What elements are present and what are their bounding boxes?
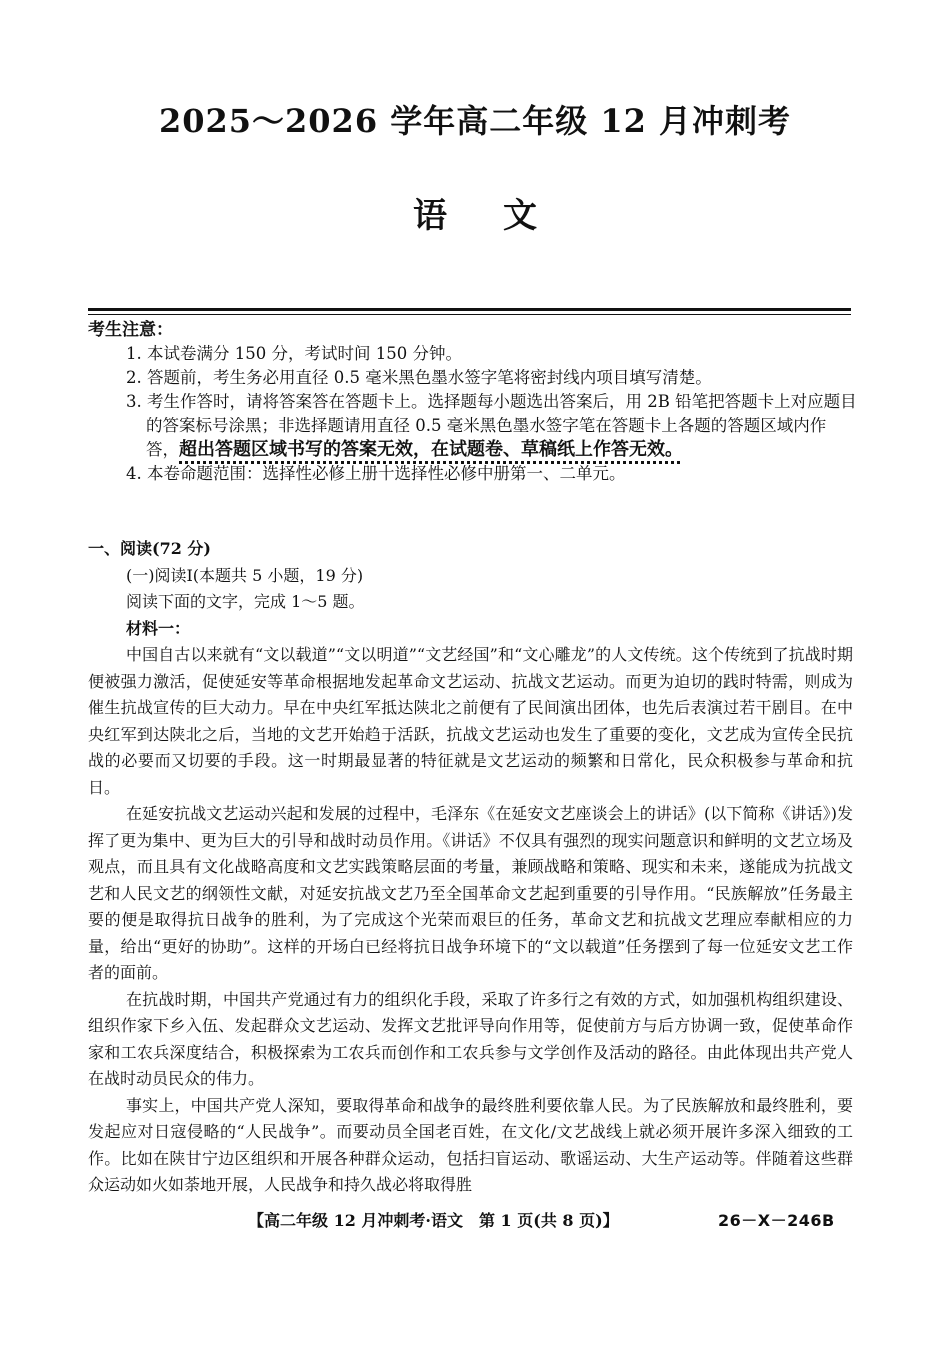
notice-heading: 考生注意：: [88, 320, 173, 340]
material-label: 材料一：: [126, 618, 191, 638]
material-paragraph-4: 事实上，中国共产党人深知，要取得革命和战争的最终胜利要依靠人民。为了民族解放和最终胜利，要发起应对日寇侵略的“人民战争”。而要动员全国老百姓，在文化/文艺战线上就必须开展许多深入细致的工作。比如在陕甘宁边区组织和开展各种群众运动，包括扫盲运动、歌谣运动、大生产运动等。伴随着这些群众运动如火如荼地开展，人民战争和持久战必将取得胜: [88, 1095, 853, 1194]
footer-page-info: 【高二年级 12 月冲刺考·语文 第 1 页(共 8 页)】: [248, 1211, 619, 1230]
notice-item-3-emphasis: 超出答题区域书写的答案无效，在试题卷、草稿纸上作答无效。: [179, 439, 683, 460]
reading-section: [88, 536, 853, 1199]
exam-title: 2025～2026 学年高二年级 12 月冲刺考: [158, 102, 792, 140]
notice-item-1: 1. 本试卷满分 150 分，考试时间 150 分钟。: [126, 344, 462, 363]
material-paragraph-2: 在延安抗战文艺运动兴起和发展的过程中，毛泽东《在延安文艺座谈会上的讲话》(以下简称《讲话》)发挥了更为集中、更为巨大的引导和战时动员作用。《讲话》不仅具有强烈的现实问题意识和鲜明的文艺立场及观点，而且具有文化战略高度和文艺实践策略层面的考量，兼顾战略和策略、现实和未来，遂能成为抗战文艺和人民文艺的纲领性文献，对延安抗战文艺乃至全国革命文艺起到重要的引导作用。“民族解放”任务最主要的便是取得抗日战争的胜利，为了完成这个光荣而艰巨的任务，革命文艺和抗战文艺理应奉献相应的力量，给出“更好的协助”。这样的开场白已经将抗日战争环境下的“文以载道”任务摆到了每一位延安文艺工作者的面前。: [88, 804, 853, 982]
subsection-heading: (一)阅读Ⅰ(本题共 5 小题，19 分): [126, 565, 364, 585]
reading-instruction: 阅读下面的文字，完成 1～5 题。: [126, 592, 365, 611]
notice-item-3-text: 3. 考生作答时，请将答案答在答题卡上。选择题每小题选出答案后，用 2B 铅笔把答题卡上对应题目的答案标号涂黑；非选择题请用直径 0.5 毫米黑色墨水签字笔在答题卡上各题的答题区域内作答，: [126, 392, 857, 459]
notice-item-3: [88, 390, 858, 462]
footer-paper-code: 26－X－246B: [718, 1211, 835, 1230]
material-paragraph-1: 中国自古以来就有“文以载道”“文以明道”“文艺经国”和“文心雕龙”的人文传统。这个传统到了抗战时期便被强力激活，促使延安等革命根据地发起革命文艺运动、抗战文艺运动。而更为迫切的践时特需，则成为催生抗战宣传的巨大动力。早在中央红军抵达陕北之前便有了民间演出团体，也先后表演过若干剧目。在中央红军到达陕北之后，当地的文艺开始趋于活跃，抗战文艺运动也发生了重要的变化，文艺成为宣传全民抗战的必要而又切要的手段。这一时期最显著的特征就是文艺运动的频繁和日常化，民众积极参与革命和抗日。: [88, 645, 853, 797]
notice-item-2: 2. 答题前，考生务必用直径 0.5 毫米黑色墨水签字笔将密封线内项目填写清楚。: [126, 368, 712, 387]
subject-title: 语文: [413, 196, 593, 236]
notice-item-4: 4. 本卷命题范围：选择性必修上册十选择性必修中册第一、二单元。: [126, 464, 626, 483]
header-rule-thin: [88, 314, 851, 315]
header-rule-thick: [88, 308, 851, 311]
section-heading: 一、阅读(72 分): [88, 539, 211, 558]
candidate-notice: [88, 318, 858, 486]
material-paragraph-3: 在抗战时期，中国共产党通过有力的组织化手段，采取了许多行之有效的方式，如加强机构组织建设、组织作家下乡入伍、发起群众文艺运动、发挥文艺批评导向作用等，促使前方与后方协调一致，促使革命作家和工农兵深度结合，积极探索为工农兵而创作和工农兵参与文学创作及活动的路径。由此体现出共产党人在战时动员民众的伟力。: [88, 989, 853, 1088]
